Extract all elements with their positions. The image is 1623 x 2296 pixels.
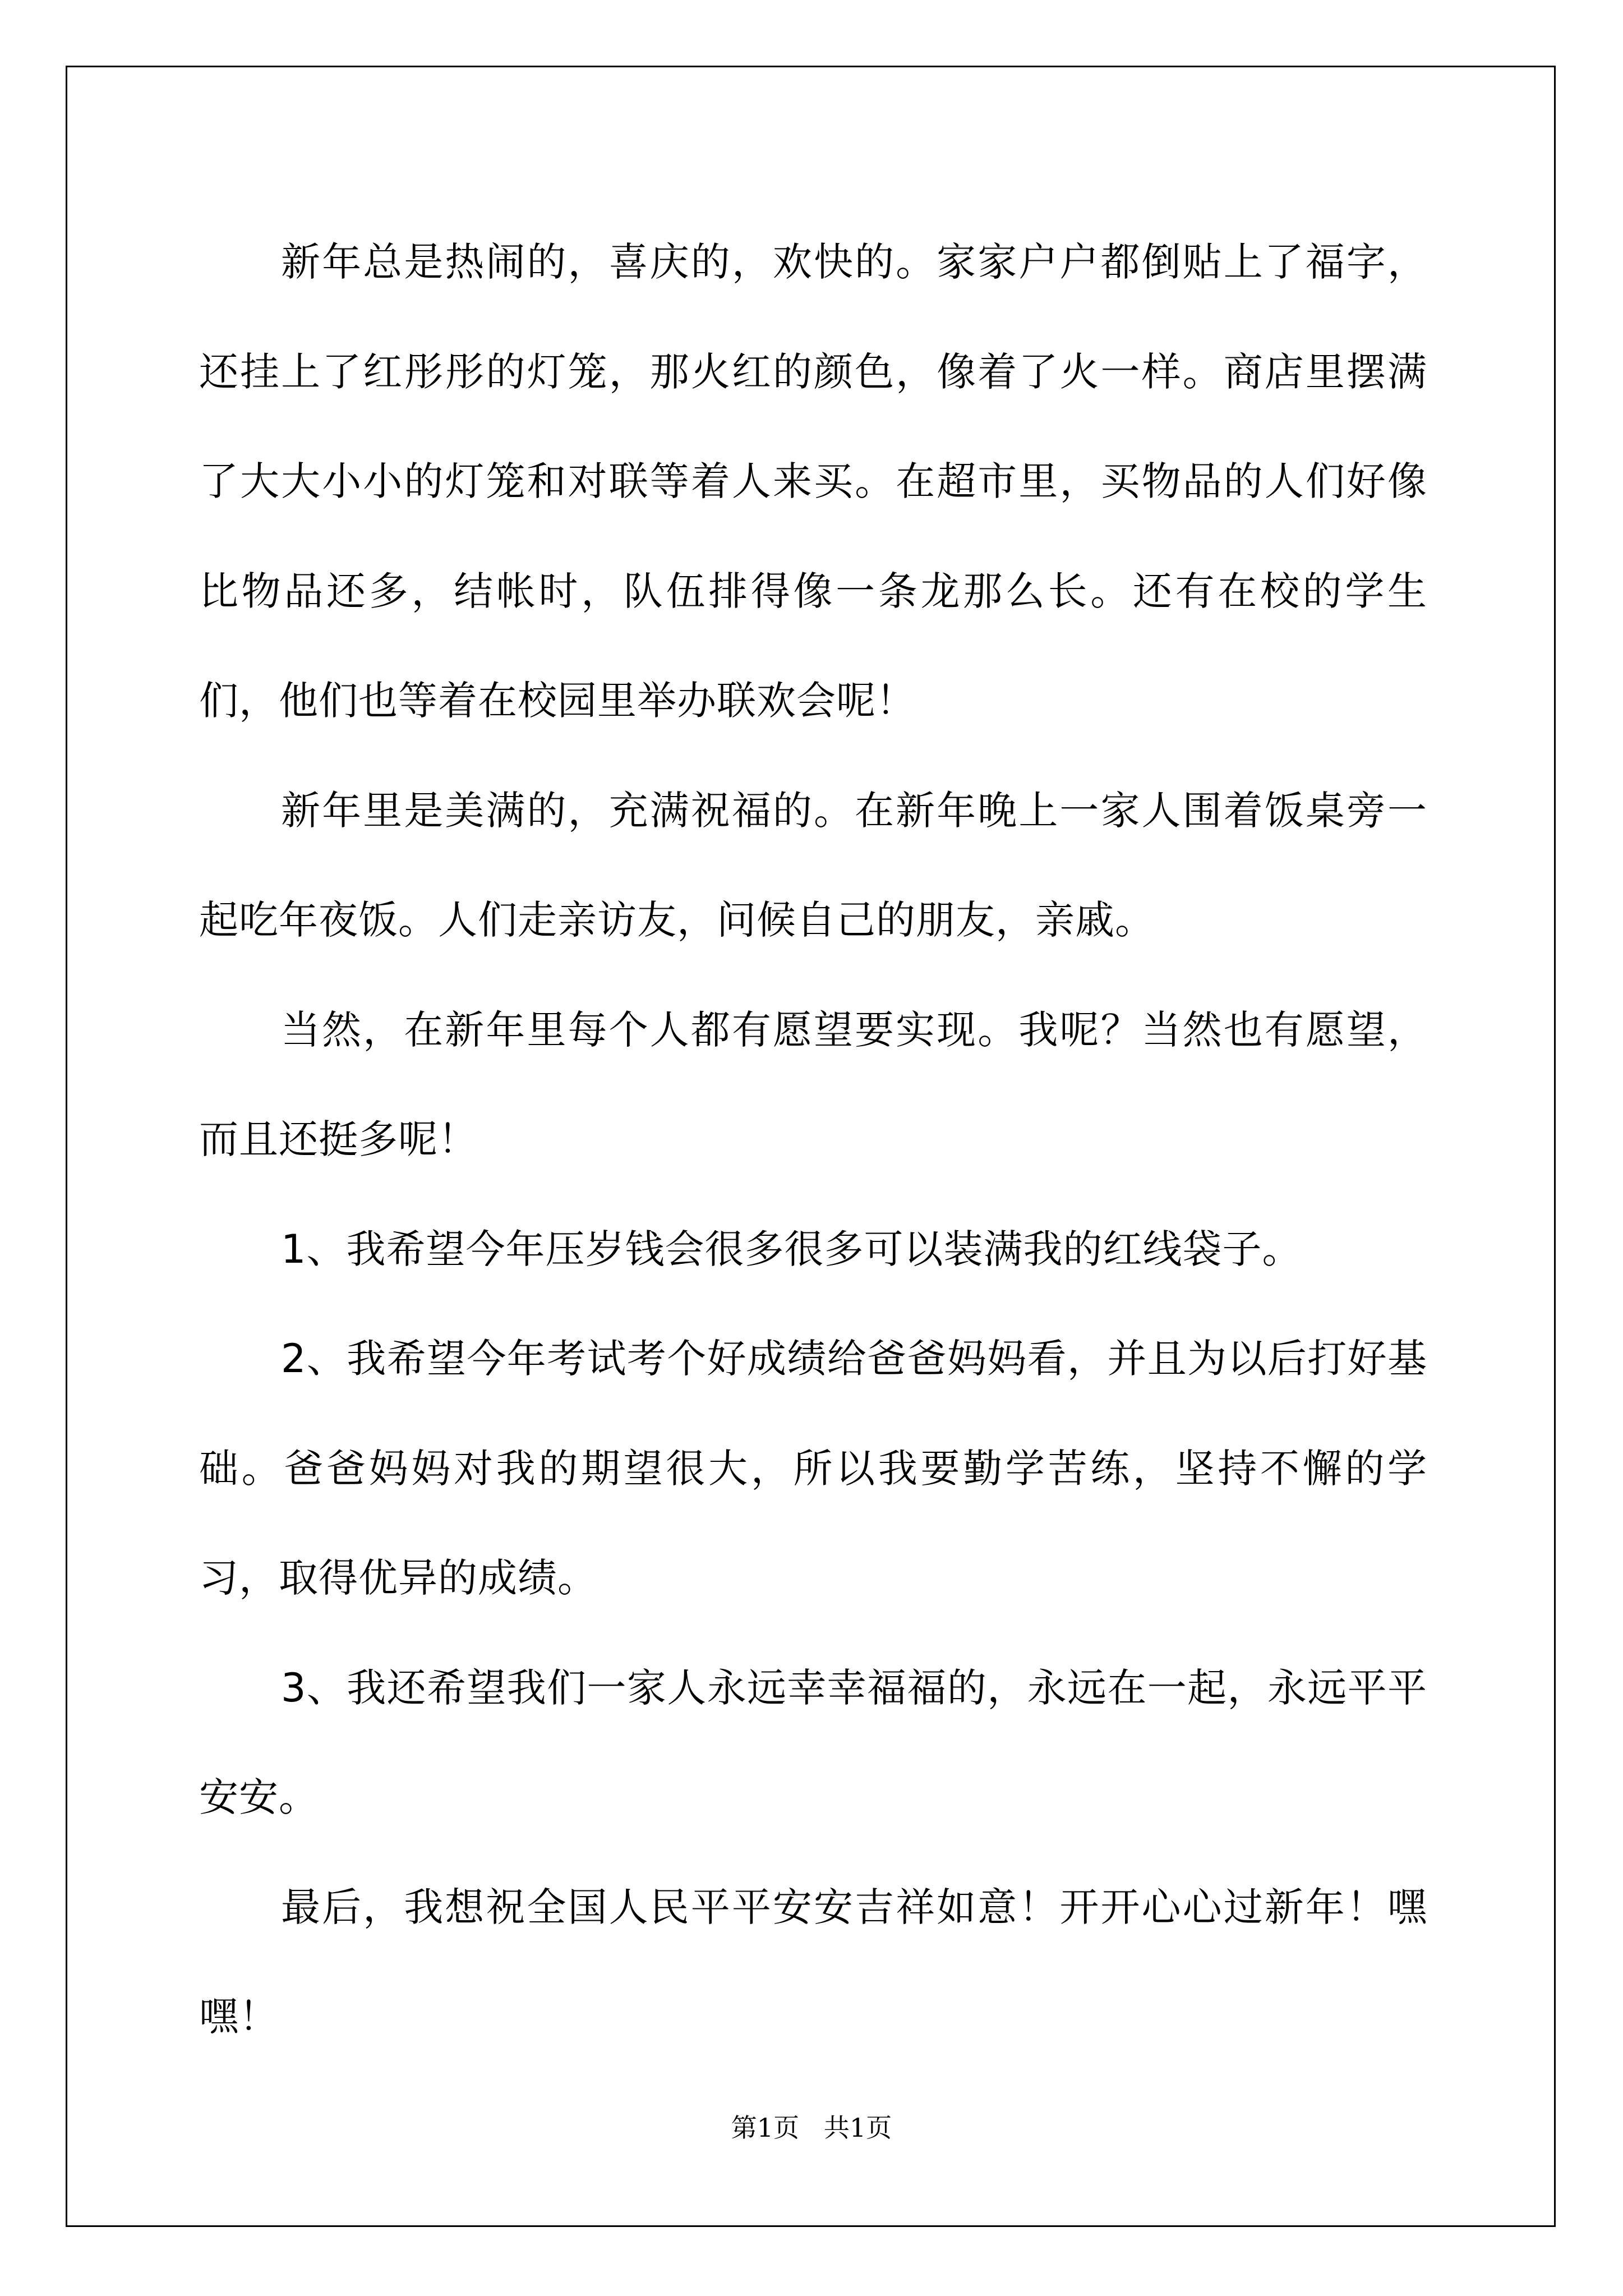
document-body — [199, 208, 1427, 2072]
paragraph-6: 3、我还希望我们一家人永远幸幸福福的，永远在一起，永远平平安安。 — [199, 1664, 1427, 1820]
paragraph-7: 最后，我想祝全国人民平平安安吉祥如意！开开心心过新年！嘿嘿！ — [199, 1884, 1427, 2040]
paragraph-4: 1、我希望今年压岁钱会很多很多可以装满我的红线袋子。 — [281, 1226, 1302, 1272]
paragraph-5: 2、我希望今年考试考个好成绩给爸爸妈妈看，并且为以后打好基础。爸爸妈妈对我的期望很大，所以我要勤学苦练，坚持不懈的学习，取得优异的成绩。 — [199, 1336, 1427, 1601]
page-number-footer: 第1页 共1页 — [731, 2113, 892, 2143]
paragraph-3: 当然，在新年里每个人都有愿望要实现。我呢？当然也有愿望，而且还挺多呢！ — [199, 1006, 1427, 1162]
paragraph-1: 新年总是热闹的，喜庆的，欢快的。家家户户都倒贴上了福字，还挂上了红彤彤的灯笼，那火红的颜色，像着了火一样。商店里摆满了大大小小的灯笼和对联等着人来买。在超市里，买物品的人们好像比物品还多，结帐时，队伍排得像一条龙那么长。还有在校的学生们，他们也等着在校园里举办联欢会呢！ — [199, 239, 1427, 724]
paragraph-2: 新年里是美满的，充满祝福的。在新年晚上一家人围着饭桌旁一起吃年夜饭。人们走亲访友，问候自己的朋友，亲戚。 — [199, 787, 1427, 943]
